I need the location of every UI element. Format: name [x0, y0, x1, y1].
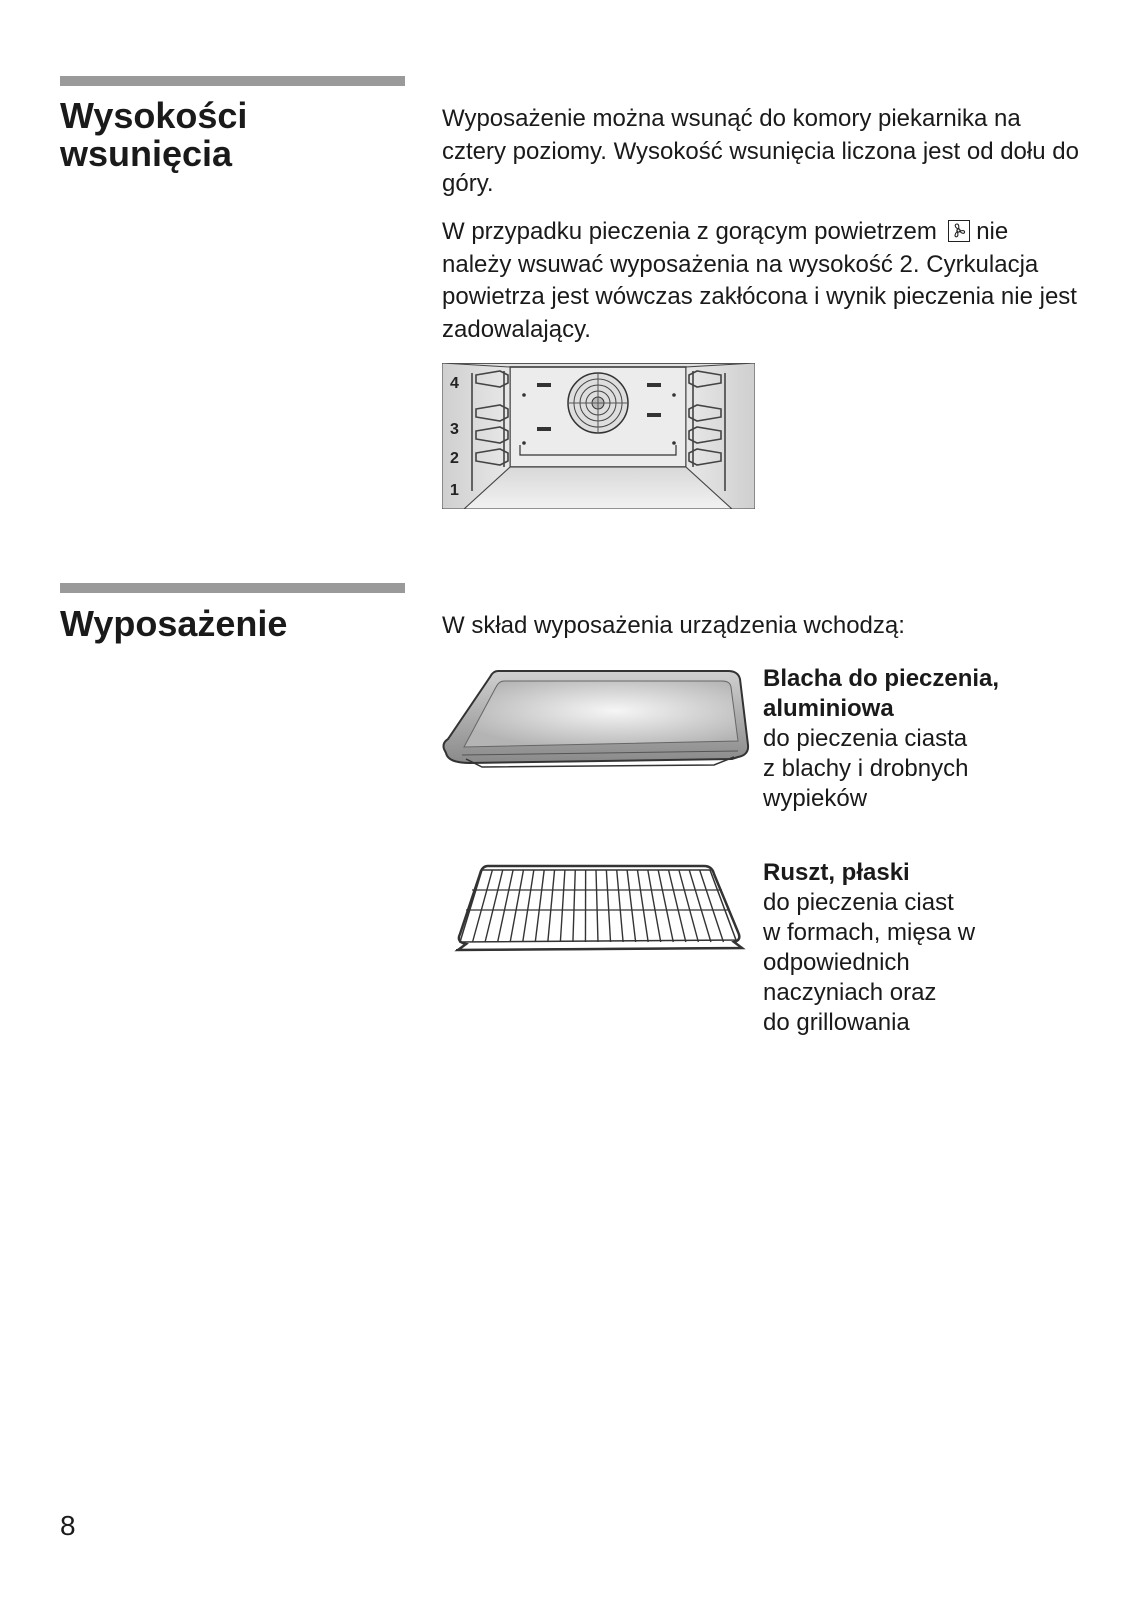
- rack-bar: [473, 870, 493, 942]
- item-desc-line: odpowiednich: [763, 949, 910, 976]
- accessory-item-wire-rack: [763, 858, 1083, 1038]
- paragraph-text: nie należy wsuwać wyposażenia na wysokość 2. Cyrkulacja powietrza jest wówczas zakłócona i wynik pieczenia nie jest zadowalający.: [442, 218, 1077, 343]
- item-desc-line: w formach, mięsa w: [763, 919, 976, 946]
- rack-bar: [689, 870, 711, 942]
- page-number: 8: [60, 1510, 76, 1541]
- rack-bar: [560, 870, 565, 942]
- rack-bar: [510, 870, 523, 942]
- section-rule: [60, 76, 405, 86]
- accessory-item-baking-tray: [763, 664, 1083, 814]
- rack-bar: [617, 870, 623, 942]
- item-desc-line: do grillowania: [763, 1009, 910, 1036]
- oven-cavity-figure: [442, 363, 755, 509]
- level-label-3: 3: [450, 421, 459, 438]
- rack-bar: [648, 870, 661, 942]
- fan-icon: [948, 220, 970, 242]
- heading-line: Wyposażenie: [60, 603, 288, 644]
- level-label-4: 4: [450, 375, 459, 392]
- wire-rack-icon: [442, 860, 754, 958]
- item-desc-line: do pieczenia ciast: [763, 889, 954, 916]
- rack-bar: [523, 870, 534, 942]
- item-desc-line: wypieków: [763, 785, 868, 812]
- rack-bar: [627, 870, 636, 942]
- rack-bar: [535, 870, 544, 942]
- level-label-2: 2: [450, 450, 459, 467]
- rack-bar: [679, 870, 698, 942]
- paragraph-intro: Wyposażenie można wsunąć do komory piekarnika na cztery poziomy. Wysokość wsunięcia liczona jest od dołu do góry.: [442, 105, 1079, 197]
- section-rule: [60, 583, 405, 593]
- rack-bar: [548, 870, 555, 942]
- level-label-1: 1: [450, 482, 459, 499]
- rack-bar: [573, 870, 575, 942]
- heading-line: wsunięcia: [60, 133, 233, 174]
- section-heading-accessories: [60, 605, 287, 643]
- section-heading-shelf-levels: [60, 97, 247, 173]
- rack-bar: [596, 870, 598, 942]
- rack-bar: [700, 870, 724, 942]
- item-desc-line: naczyniach oraz: [763, 979, 937, 1006]
- item-title: Blacha do pieczenia,: [763, 665, 1000, 692]
- item-title: Ruszt, płaski: [763, 859, 910, 886]
- item-desc-line: do pieczenia ciasta: [763, 725, 968, 752]
- item-desc-line: z blachy i drobnych: [763, 755, 969, 782]
- item-title: aluminiowa: [763, 695, 894, 722]
- paragraph-text: W przypadku pieczenia z gorącym powietrzem: [442, 218, 937, 245]
- heading-line: Wysokości: [60, 95, 248, 136]
- baking-tray-icon: [442, 667, 754, 775]
- rack-bar: [606, 870, 610, 942]
- paragraph-hot-air: [442, 216, 1082, 346]
- paragraph-accessories-intro: W skład wyposażenia urządzenia wchodzą:: [442, 612, 905, 639]
- rack-bar: [637, 870, 648, 942]
